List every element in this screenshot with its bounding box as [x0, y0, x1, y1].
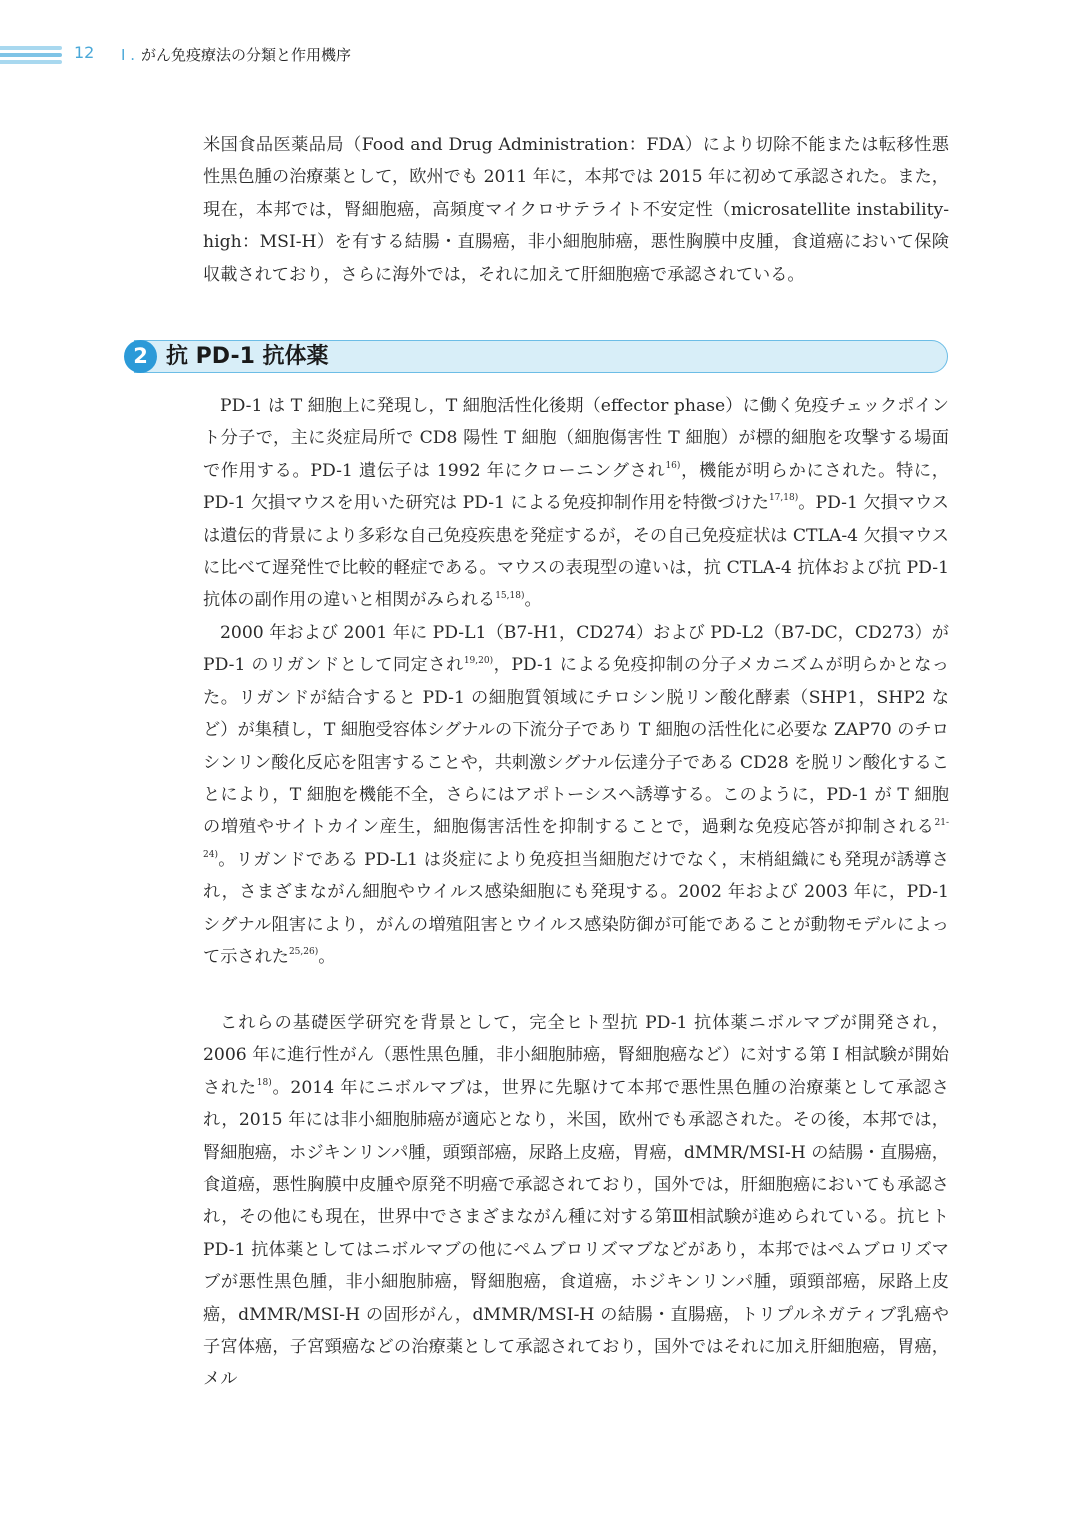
- section-number-badge: 2: [124, 340, 157, 373]
- page-number: 12: [74, 43, 95, 62]
- paragraph-ligands: [203, 617, 949, 973]
- text-run: 。PD-1 欠損マウスは遺伝的背景により多彩な自己免疫疾患を発症するが，その自己免疫症状は CTLA-4 欠損マウスに比べて遅発性で比較的軽症である。マウスの表現型の違いは，抗 CTLA-4 抗体および抗 PD-1 抗体の副作用の違いと相関がみられる: [203, 493, 949, 611]
- section-heading: [124, 340, 948, 373]
- text-run: 。リガンドである PD-L1 は炎症により免疫担当細胞だけでなく，末梢組織にも発現が誘導され，さまざまながん細胞やウイルス感染細胞にも発現する。2002 年および 2003 年に，PD-1 シグナル阻害により，がんの増殖阻害とウイルス感染防御が可能であることが動物モデルによって示された: [203, 849, 949, 968]
- header-decoration: [0, 46, 62, 67]
- text-run: 2000 年および 2001 年に PD-L1（B7-H1，CD274）および PD-L2（B7-DC，CD273）が PD-1 のリガンドとして同定され: [203, 623, 949, 676]
- chapter-roman: I .: [121, 46, 135, 64]
- paragraph-clinical: [203, 1007, 949, 1396]
- citation: 17,18): [768, 493, 799, 504]
- citation: 16): [665, 461, 681, 472]
- section-title: 抗 PD-1 抗体薬: [166, 344, 329, 369]
- citation: 25,26): [288, 947, 319, 958]
- text-run: ，機能が明らかにされた。特に，PD-1 欠損マウスを用いた研究は PD-1 による免疫抑制作用を特徴づけた: [203, 460, 949, 514]
- text-run: 。2014 年にニボルマブは，世界に先駆けて本邦で悪性黒色腫の治療薬として承認され，2015 年には非小細胞肺癌が適応となり，米国，欧州でも承認された。その後，本邦では，腎細胞癌，ホジキンリンパ腫，頭頸部癌，尿路上皮癌，胃癌，dMMR/MSI-H の結腸・直腸癌，食道癌，悪性胸膜中皮腫や原発不明癌で承認されており，国外では，肝細胞癌においても承認され，その他にも現在，世界中でさまざまながん種に対する第Ⅲ相試験が進められている。抗ヒト PD-1 抗体薬としてはニボルマブの他にペムブロリズマブなどがあり，本邦ではペムブロリズマブが悪性黒色腫，非小細胞肺癌，腎細胞癌，食道癌，ホジキンリンパ腫，頭頸部癌，尿路上皮癌，dMMR/MSI-H の固形がん，dMMR/MSI-H の結腸・直腸癌，トリプルネガティブ乳癌や子宮体癌，子宮頸癌などの治療薬として承認されており，国外ではそれに加え肝細胞癌，胃癌，メル: [203, 1077, 949, 1390]
- citation: 15,18): [495, 590, 525, 601]
- citation: 19,20): [463, 655, 494, 666]
- paragraph-pd1-overview: [203, 390, 949, 617]
- text-run: 。: [524, 590, 542, 611]
- text-run: これらの基礎医学研究を背景として，完全ヒト型抗 PD-1 抗体薬ニボルマブが開発され，2006 年に進行性がん（悪性黒色腫，非小細胞肺癌，腎細胞癌など）に対する第 I 相試験が開始された: [203, 1013, 949, 1098]
- running-header: [121, 44, 351, 65]
- chapter-title: がん免疫療法の分類と作用機序: [140, 46, 351, 64]
- paragraph-intro: 米国食品医薬品局（Food and Drug Administration：FDA）により切除不能または転移性悪性黒色腫の治療薬として，欧州でも 2011 年に，本邦では 2015 年に初めて承認された。また，現在，本邦では，腎細胞癌，高頻度マイクロサテライト不安定性（microsatellite instability-high：MSI-H）を有する結腸・直腸癌，非小細胞肺癌，悪性胸膜中皮腫，食道癌において保険収載されており，さらに海外では，それに加えて肝細胞癌で承認されている。: [203, 135, 949, 285]
- text-run: 。: [318, 947, 336, 968]
- text-run: ，PD-1 による免疫抑制の分子メカニズムが明らかとなった。リガンドが結合すると PD-1 の細胞質領域にチロシン脱リン酸化酵素（SHP1，SHP2 など）が集積し，T 細胞受容体シグナルの下流分子であり T 細胞の活性化に必要な ZAP70 のチロシンリン酸化反応を阻害することや，共刺激シグナル伝達分子である CD28 を脱リン酸化することにより，T 細胞を機能不全，さらにはアポトーシスへ誘導する。このように，PD-1 が T 細胞の増殖やサイトカイン産生，細胞傷害活性を抑制することで，過剰な免疫応答が抑制される: [203, 655, 949, 838]
- citation: 21-24): [203, 817, 949, 861]
- citation: 18): [256, 1078, 272, 1089]
- text-run: PD-1 は T 細胞上に発現し，T 細胞活性化後期（effector phase）に働く免疫チェックポイント分子で，主に炎症局所で CD8 陽性 T 細胞（細胞傷害性 T 細胞）が標的細胞を攻撃する場面で作用する。PD-1 遺伝子は 1992 年にクローニングされ: [203, 396, 949, 481]
